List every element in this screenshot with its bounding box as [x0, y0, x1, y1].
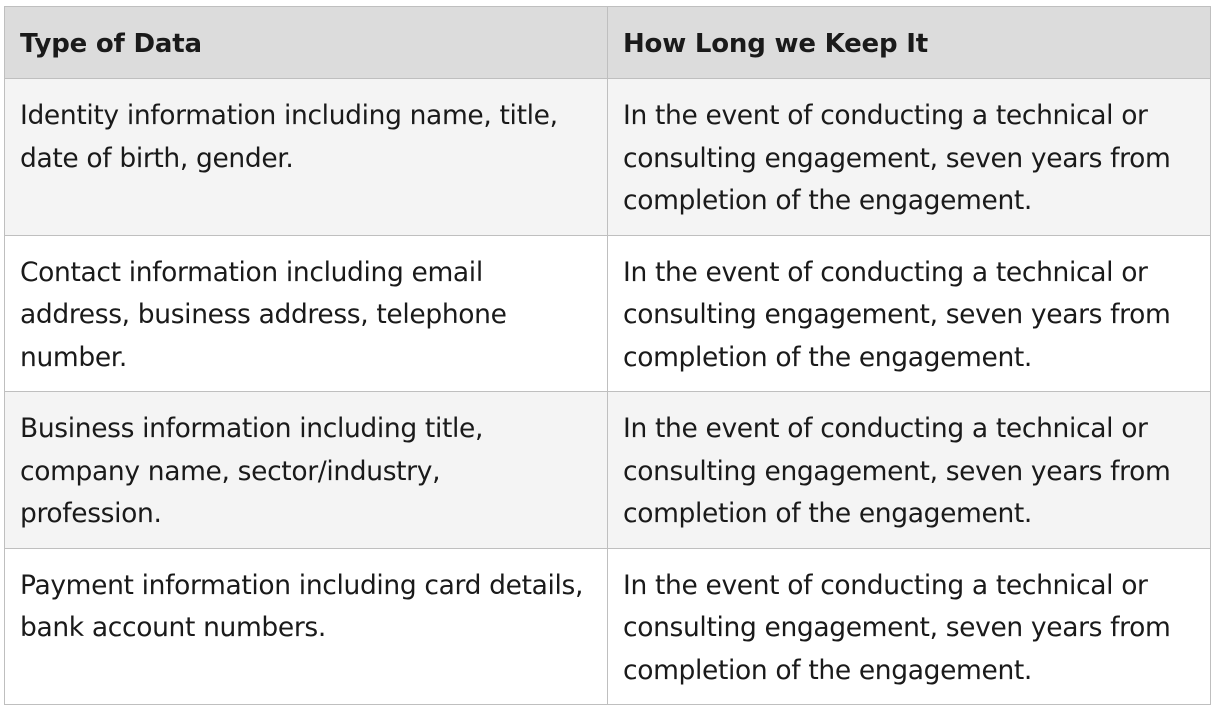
table-row [5, 392, 1211, 549]
data-type-cell: Identity information including name, title, date of birth, gender. [5, 79, 608, 236]
retention-period-cell: In the event of conducting a technical or consulting engagement, seven years from completion of the engagement. [608, 548, 1211, 705]
header-type-of-data: Type of Data [5, 7, 608, 79]
data-type-cell: Contact information including email address, business address, telephone number. [5, 235, 608, 392]
retention-period-cell: In the event of conducting a technical or consulting engagement, seven years from completion of the engagement. [608, 79, 1211, 236]
retention-period-cell: In the event of conducting a technical or consulting engagement, seven years from completion of the engagement. [608, 392, 1211, 549]
header-how-long-we-keep-it: How Long we Keep It [608, 7, 1211, 79]
table-row [5, 79, 1211, 236]
retention-period-cell: In the event of conducting a technical or consulting engagement, seven years from completion of the engagement. [608, 235, 1211, 392]
table-row [5, 235, 1211, 392]
data-retention-table [4, 6, 1211, 705]
table-row [5, 548, 1211, 705]
header-row [5, 7, 1211, 79]
data-type-cell: Payment information including card details, bank account numbers. [5, 548, 608, 705]
table-body [5, 79, 1211, 705]
table-header [5, 7, 1211, 79]
data-type-cell: Business information including title, company name, sector/industry, profession. [5, 392, 608, 549]
